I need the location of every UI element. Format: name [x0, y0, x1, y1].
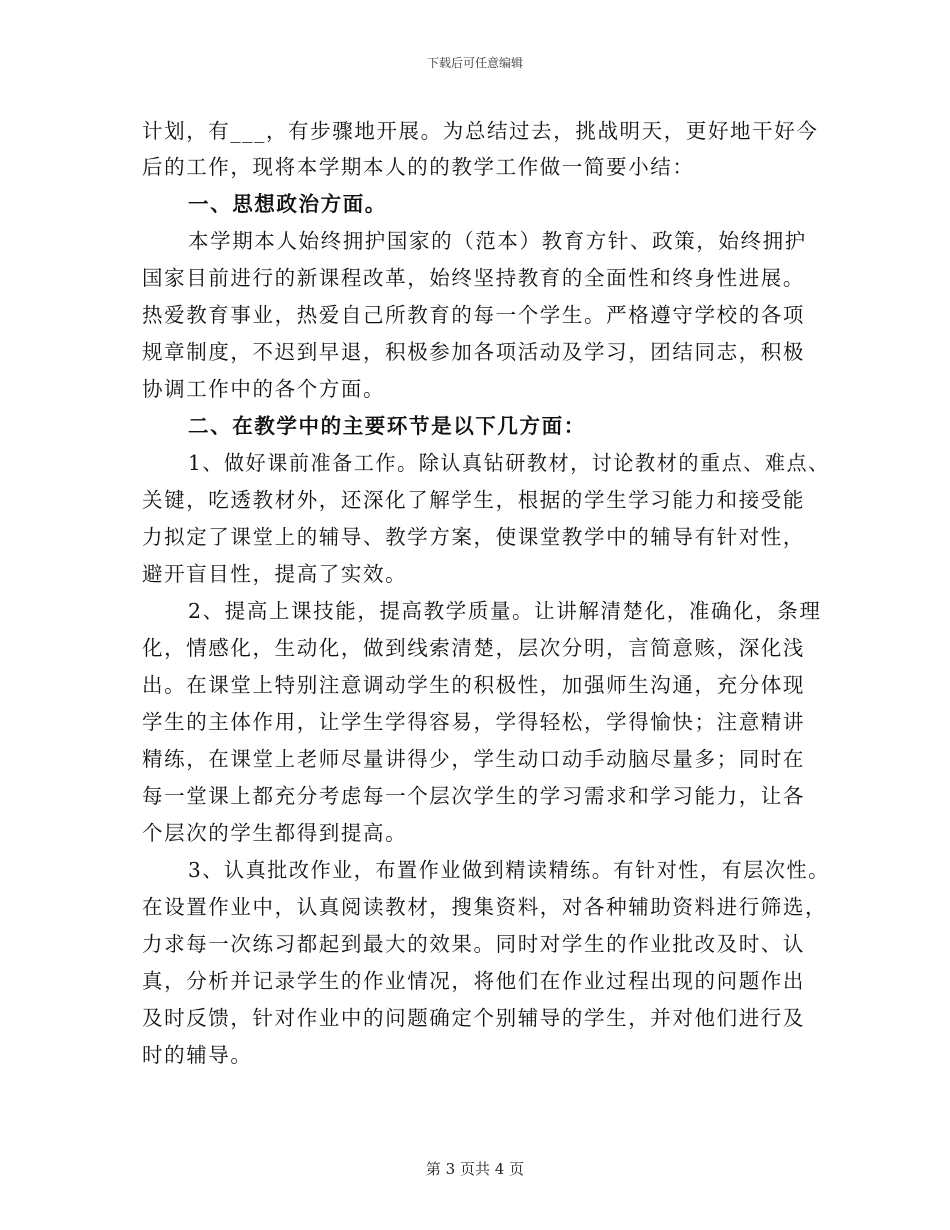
- text-line: 国家目前进行的新课程改革，始终坚持教育的全面性和终身性进展。: [142, 266, 805, 290]
- text-line: 化，情感化，生动化，做到线索清楚，层次分明，言简意赅，深化浅: [142, 636, 805, 660]
- text-line: 3、认真批改作业，布置作业做到精读精练。有针对性，有层次性。: [188, 858, 830, 882]
- page-footer: 第 3 页共 4 页: [425, 1160, 525, 1178]
- text-line: 个层次的学生都得到提高。: [142, 821, 408, 845]
- text-line: 力求每一次练习都起到最大的效果。同时对学生的作业批改及时、认: [142, 932, 805, 956]
- text-line: 协调工作中的各个方面。: [142, 377, 386, 401]
- text-line: 2、提高上课技能，提高教学质量。让讲解清楚化，准确化，条理: [188, 599, 822, 623]
- text-line: 后的工作，现将本学期本人的的教学工作做一简要小结：: [142, 155, 695, 179]
- section-heading: 二、在教学中的主要环节是以下几方面：: [188, 414, 586, 438]
- text-line: 规章制度，不迟到早退，积极参加各项活动及学习，团结同志，积极: [142, 340, 805, 364]
- text-line: 真，分析并记录学生的作业情况，将他们在作业过程出现的问题作出: [142, 969, 805, 993]
- text-line: 1、做好课前准备工作。除认真钻研教材，讨论教材的重点、难点、: [188, 451, 830, 475]
- text-line: 避开盲目性，提高了实效。: [142, 562, 408, 586]
- text-line: 出。在课堂上特别注意调动学生的积极性，加强师生沟通，充分体现: [142, 673, 805, 697]
- text-line: 时的辅导。: [142, 1043, 253, 1067]
- text-line: 力拟定了课堂上的辅导、教学方案，使课堂教学中的辅导有针对性，: [142, 525, 805, 549]
- text-line: 每一堂课上都充分考虑每一个层次学生的学习需求和学习能力，让各: [142, 784, 805, 808]
- text-line: 关键，吃透教材外，还深化了解学生，根据的学生学习能力和接受能: [142, 488, 805, 512]
- text-line: 在设置作业中，认真阅读教材，搜集资料，对各种辅助资料进行筛选，: [142, 895, 828, 919]
- text-line: 学生的主体作用，让学生学得容易，学得轻松，学得愉快；注意精讲: [142, 710, 805, 734]
- text-line: 精练，在课堂上老师尽量讲得少，学生动口动手动脑尽量多；同时在: [142, 747, 805, 771]
- section-heading: 一、思想政治方面。: [188, 192, 387, 216]
- text-line: 本学期本人始终拥护国家的（范本）教育方针、政策，始终拥护: [188, 229, 807, 253]
- page-header: 下载后可任意编辑: [426, 56, 523, 70]
- text-line: 计划，有___，有步骤地开展。为总结过去，挑战明天，更好地干好今: [142, 119, 819, 143]
- text-line: 热爱教育事业，热爱自己所教育的每一个学生。严格遵守学校的各项: [142, 303, 805, 327]
- text-line: 及时反馈，针对作业中的问题确定个别辅导的学生，并对他们进行及: [142, 1006, 805, 1030]
